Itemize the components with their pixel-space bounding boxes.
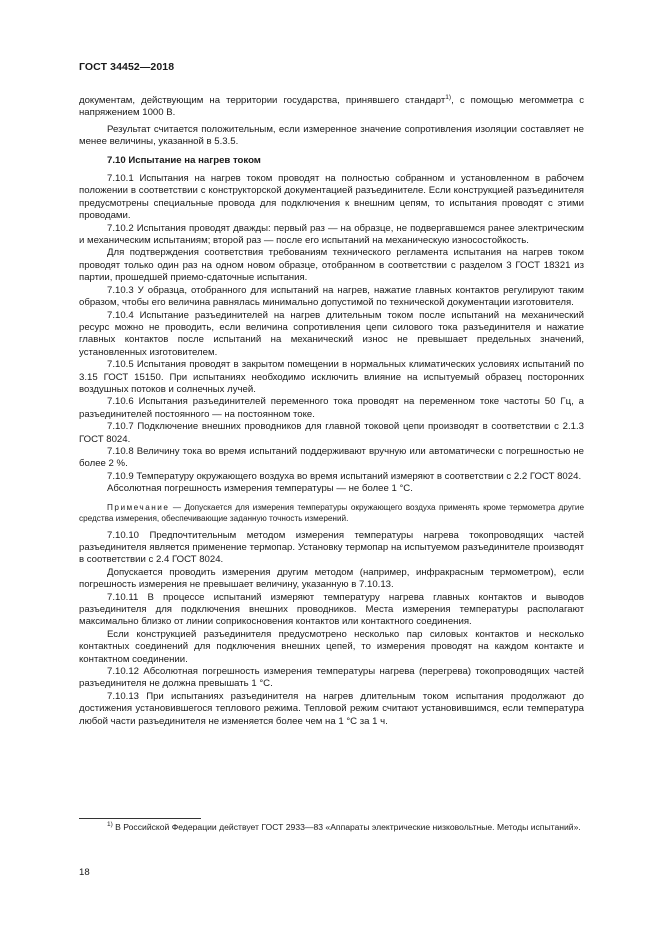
paragraph-7-10-8: 7.10.8 Величину тока во время испытаний поддерживают вручную или автоматически с погрешностью не более 2 %. [79, 445, 584, 470]
paragraph-7-10-1: 7.10.1 Испытания на нагрев током проводят на полностью собранном и установленном в рабочем положении в соответствии с конструкторской документацией разъединителе. Если конструкцией разъединителя предусмотрены специальные провода для подключения к внешним цепям, то испытания проводят с этими проводами. [79, 173, 584, 222]
note-label: Примечание [107, 502, 170, 512]
paragraph-7-10-12: 7.10.12 Абсолютная погрешность измерения температуры нагрева (перегрева) токопроводящих частей разъединителя не должна превышать 1 °С. [79, 666, 584, 690]
paragraph-7-10-11: 7.10.11 В процессе испытаний измеряют температуру нагрева главных контактов и выводов разъединителя для подключения внешних проводников. Места измерения температуры располагают максимально близко от линии соприкосновения контактов или контактного соединения. [79, 591, 584, 628]
footnote-marker: 1) [107, 821, 113, 828]
paragraph-7-10-2-b: Для подтверждения соответствия требованиям технического регламента испытания на нагрев током проводят только один раз на одном новом образце, отобранном в соответствии с разделом 3 ГОСТ 18321 из партии, прошедшей приемо-сдаточные испытания. [79, 247, 584, 284]
paragraph-7-10-11-b: Если конструкцией разъединителя предусмотрено несколько пар силовых контактов и несколько контактных соединений для подключения внешних цепей, то измерения проводят на каждом контакте и контактном соединении. [79, 628, 584, 665]
paragraph-7-10-10-b: Допускается проводить измерения другим методом (например, инфракрасным термометром), если погрешность измерения не превышает величину, указанную в 7.10.13. [79, 566, 584, 591]
paragraph-7-10-2: 7.10.2 Испытания проводят дважды: первый раз — на образце, не подвергавшемся ранее электрическим и механическим испытаниям; второй раз — после его испытаний на механическую износостойкость. [79, 222, 584, 247]
paragraph-7-10-6: 7.10.6 Испытания разъединителей переменного тока проводят на переменном токе частоты 50 Гц, а разъединителей постоянного — на постоянном токе. [79, 396, 584, 420]
page-number: 18 [79, 867, 90, 878]
footnote-reference: 1) [445, 94, 452, 101]
section-title: 7.10 Испытание на нагрев током [107, 154, 261, 166]
paragraph-7-10-4: 7.10.4 Испытание разъединителей на нагрев длительным током после испытаний на механический ресурс можно не проводить, если величина сопротивления цепи силового тока разъединителя и нажатие главных контактов после испытаний на механический износ не превышает предельных значений, установленных изготовителем. [79, 309, 584, 358]
intro-text-b: , с помощью мегомметра с напряжением 1000 В. [79, 95, 584, 119]
paragraph-7-10-9-b: Абсолютная погрешность измерения температуры — не более 1 °С. [107, 483, 413, 495]
paragraph-7-10-9: 7.10.9 Температуру окружающего воздуха во время испытаний измеряют в соответствии с 2.2 ГОСТ 8024. [107, 470, 582, 482]
footnote [79, 822, 584, 833]
footnote-text: В Российской Федерации действует ГОСТ 2933—83 «Аппараты электрические низковольтные. Методы испытаний». [112, 822, 581, 832]
paragraph-intro-1 [79, 95, 584, 120]
paragraph-7-10-7: 7.10.7 Подключение внешних проводников для главной токовой цепи производят в соответствии с 2.1.3 ГОСТ 8024. [79, 421, 584, 445]
paragraph-7-10-5: 7.10.5 Испытания проводят в закрытом помещении в нормальных климатических условиях испытаний по 3.15 ГОСТ 15150. При испытаниях необходимо исключить влияние на испытуемый образец посторонних воздушных потоков и солнечных лучей. [79, 359, 584, 395]
note [79, 502, 584, 524]
document-header: ГОСТ 34452—2018 [79, 61, 175, 73]
paragraph-intro-2: Результат считается положительным, если измеренное значение сопротивления изоляции составляет не менее величины, указанной в 5.3.5. [79, 123, 584, 148]
page-content [79, 95, 584, 728]
paragraph-7-10-10: 7.10.10 Предпочтительным методом измерения температуры нагрева токопроводящих частей разъединителя является применение термопар. Установку термопар на испытуемом разъединителе производят в соответствии с 2.4 ГОСТ 8024. [79, 529, 584, 566]
footnote-separator [79, 818, 201, 819]
paragraph-7-10-13: 7.10.13 При испытаниях разъединителя на нагрев длительным током испытания продолжают до достижения установившегося теплового режима. Тепловой режим считают установившимся, если температура любой части разъединителя не изменяется более чем на 1 °С за 1 ч. [79, 690, 584, 727]
paragraph-7-10-3: 7.10.3 У образца, отобранного для испытаний на нагрев, нажатие главных контактов регулируют таким образом, чтобы его величина равнялась минимально допустимой по технической документации изготовителя. [79, 284, 584, 309]
note-text: — Допускается для измерения температуры окружающего воздуха применять кроме термометра другие средства измерения, обеспечивающие заданную точность измерений. [79, 502, 584, 523]
intro-text-a: документам, действующим на территории государства, принявшего стандарт [79, 95, 446, 106]
